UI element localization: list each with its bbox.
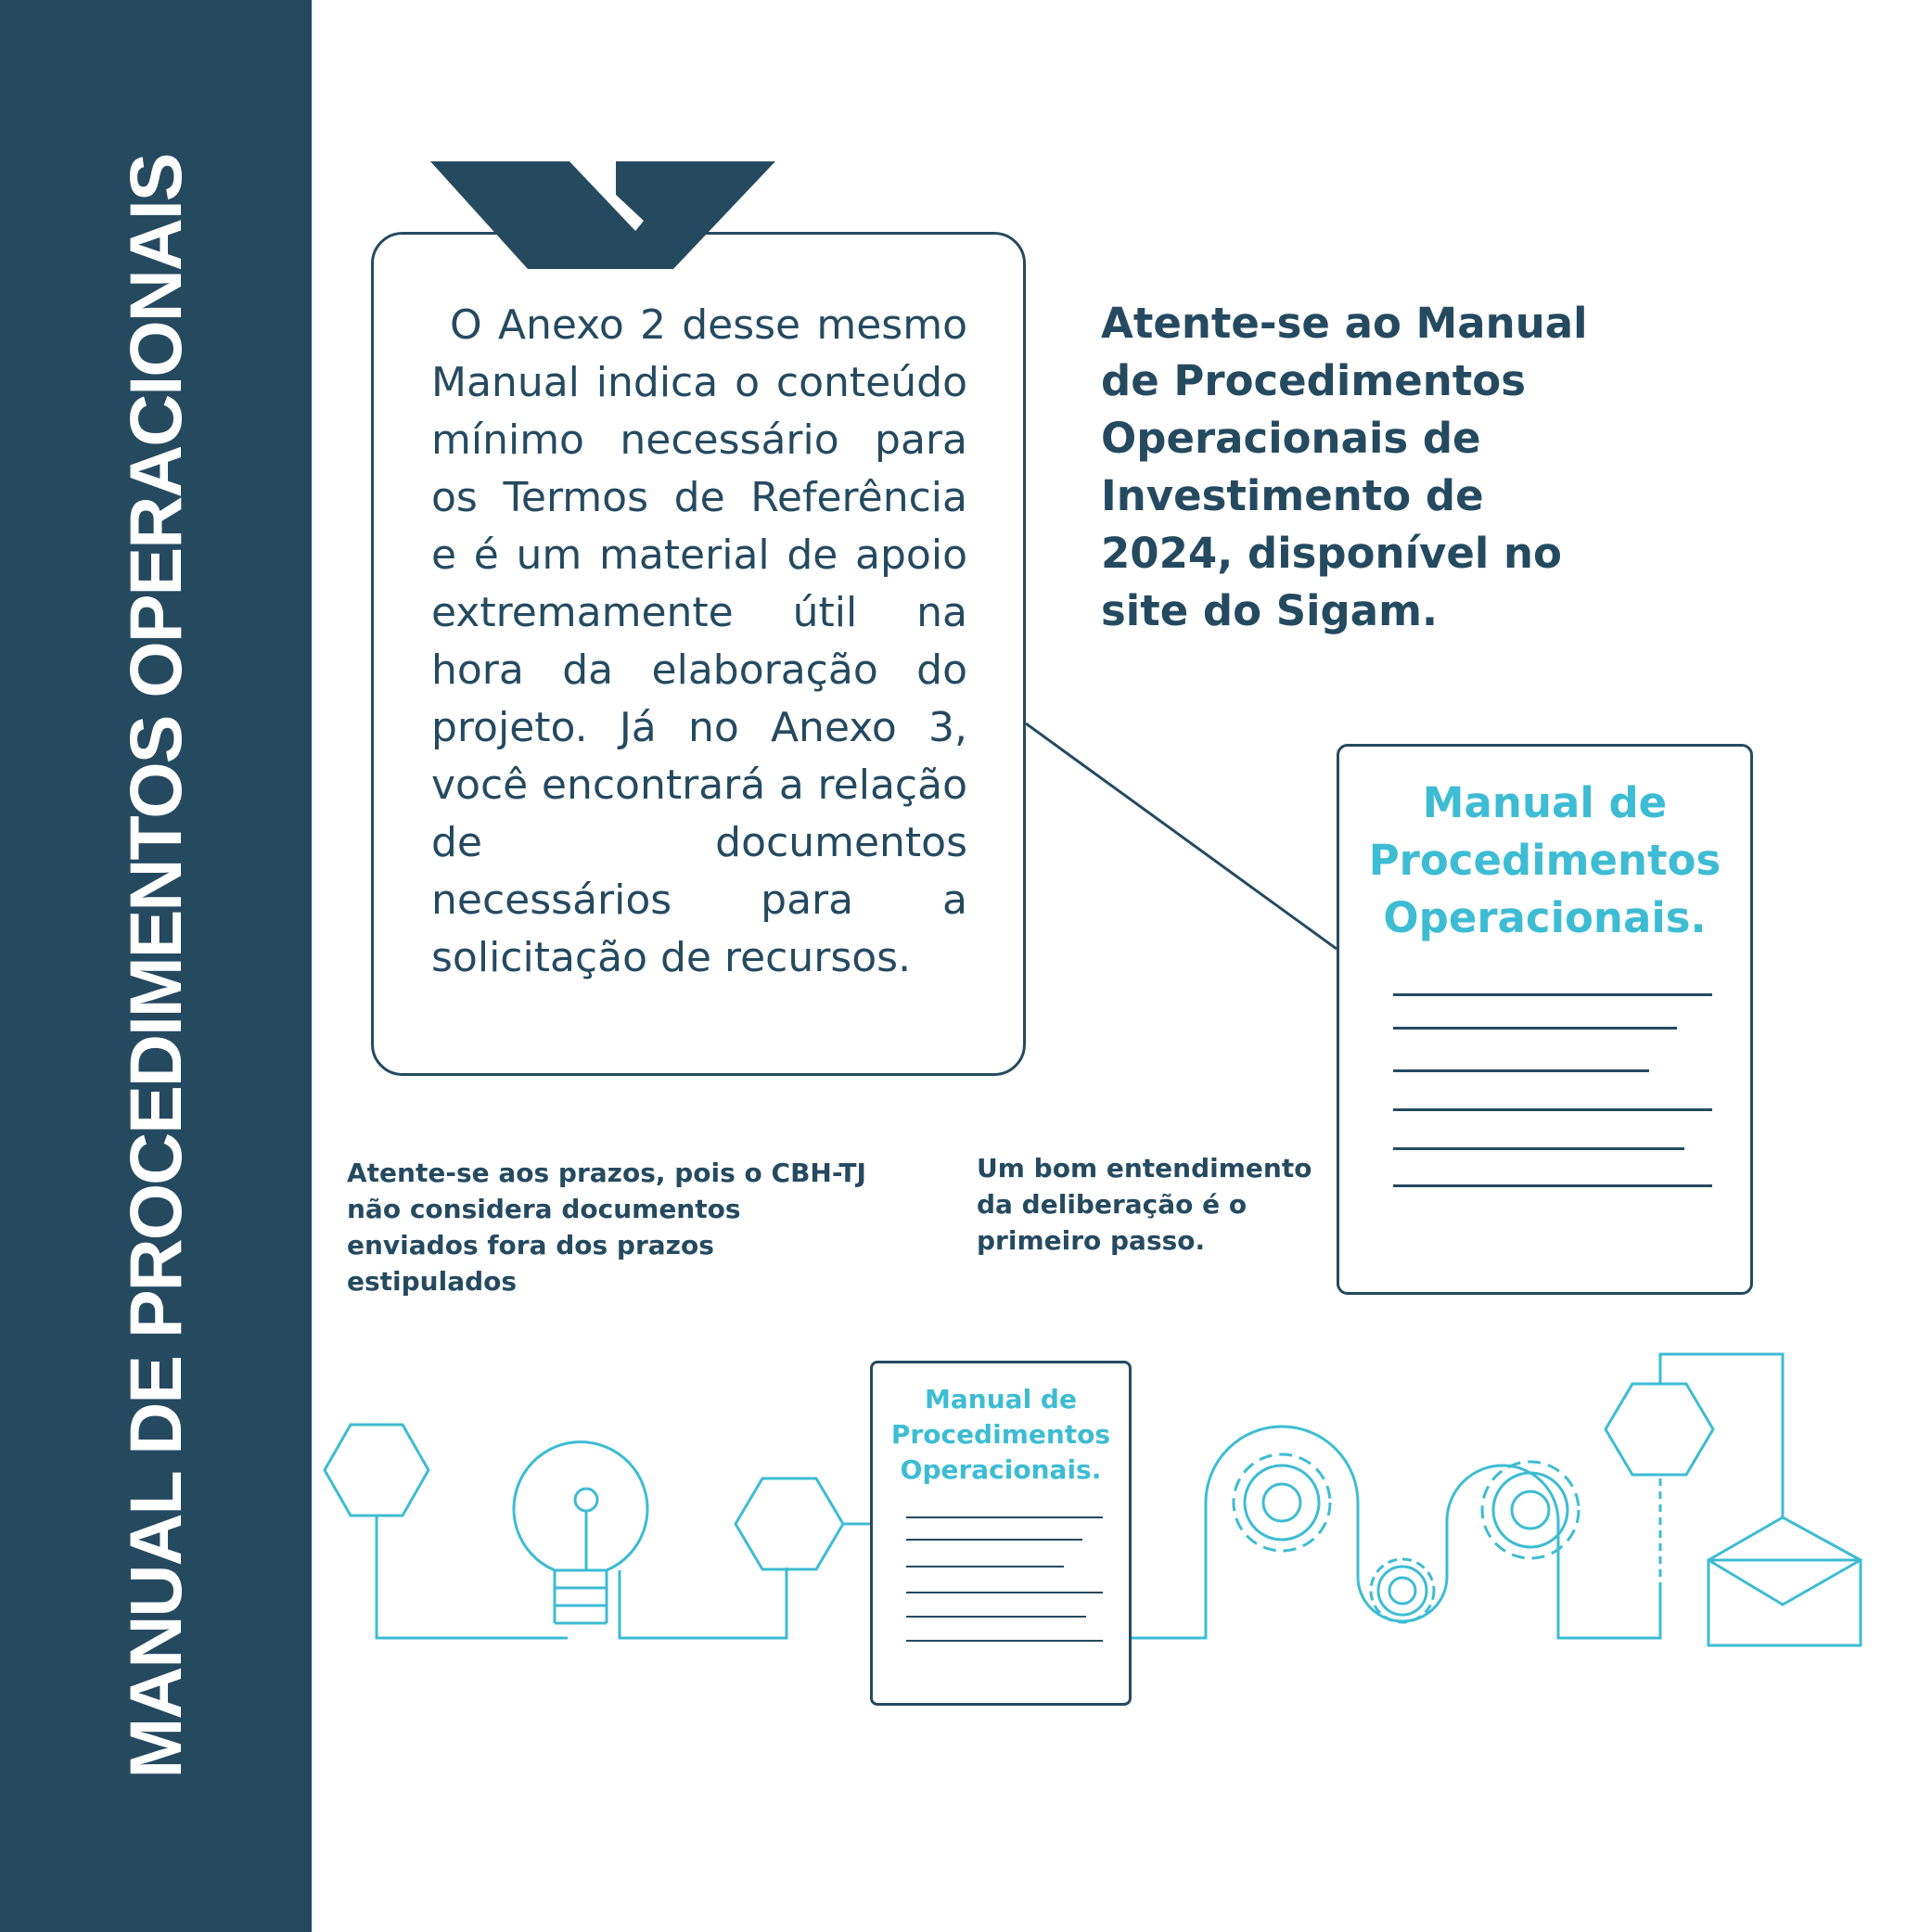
hexagon-icon bbox=[325, 1425, 429, 1516]
text-line bbox=[906, 1566, 1064, 1567]
hexagon-icon bbox=[736, 1478, 843, 1569]
text-line bbox=[1393, 993, 1712, 996]
gear-icon bbox=[1371, 1559, 1434, 1622]
gear-icon bbox=[1482, 1462, 1579, 1558]
headline: Atente-se ao Manual de Procedimentos Operacionais de Investimento de 2024, disponível no site do Sigam. bbox=[1101, 299, 1588, 635]
text-line bbox=[1393, 1147, 1684, 1150]
envelope-icon bbox=[1708, 1517, 1861, 1645]
manual-card bbox=[1337, 744, 1753, 1295]
text-line bbox=[1393, 1069, 1649, 1072]
text-line bbox=[1393, 1027, 1677, 1030]
lightbulb-icon bbox=[514, 1442, 787, 1638]
note-deadlines: Atente-se aos prazos, pois o CBH-TJ não considera documentos enviados fora dos prazos estipulados bbox=[347, 1158, 866, 1297]
text-line bbox=[906, 1592, 1103, 1593]
gear-icon bbox=[1234, 1454, 1330, 1551]
text-line bbox=[1393, 1184, 1712, 1187]
sidebar-title: MANUAL DE PROCEDIMENTOS OPERACIONAIS bbox=[114, 154, 197, 1779]
sidebar bbox=[0, 0, 312, 1932]
text-line bbox=[906, 1616, 1086, 1618]
manual-card-title: Manual de Procedimentos Operacionais. bbox=[1368, 778, 1721, 942]
text-line bbox=[906, 1539, 1082, 1541]
quote-text: O Anexo 2 desse mesmo Manual indica o conteúdo mínimo necessário para os Termos de Referência e é um material de apoio extremamente útil na hora da elaboração do projeto. Já no Anexo 3, você encontrará a relação de documentos necessários para a solicitação de recursos. bbox=[431, 301, 967, 981]
text-line bbox=[906, 1516, 1103, 1518]
mini-card-title: Manual de Procedimentos Operacionais. bbox=[890, 1384, 1111, 1485]
text-line bbox=[906, 1640, 1103, 1642]
hexagon-icon bbox=[1606, 1384, 1713, 1475]
mini-manual-card bbox=[870, 1361, 1132, 1706]
logo-chevron-icon bbox=[430, 161, 775, 269]
text-line bbox=[1393, 1108, 1712, 1111]
note-deliberation: Um bom entendimento da deliberação é o primeiro passo. bbox=[977, 1153, 1312, 1256]
